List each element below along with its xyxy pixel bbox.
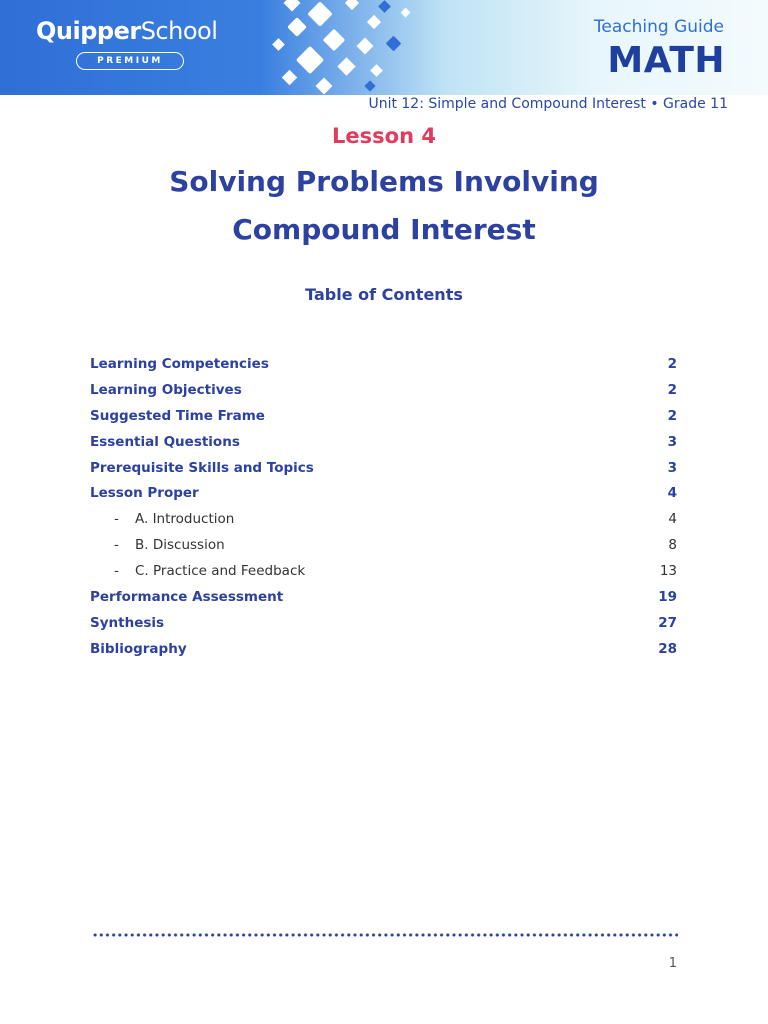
- toc-item-label: B. Discussion: [135, 537, 225, 554]
- toc-subitem-discussion[interactable]: [90, 533, 677, 559]
- logo-word-quipper: Quipper: [36, 17, 141, 45]
- page-header: [0, 0, 768, 95]
- diamond-pattern-icon: [262, 0, 432, 95]
- dotted-divider: [92, 933, 678, 937]
- toc-item-prerequisite-skills[interactable]: [90, 456, 677, 482]
- toc-item-label: A. Introduction: [135, 511, 235, 528]
- toc-item-page: 3: [667, 433, 677, 450]
- toc-item-page: 28: [658, 640, 677, 657]
- toc-item-label: Performance Assessment: [90, 589, 284, 606]
- toc-item-bibliography[interactable]: [90, 637, 677, 663]
- lesson-title-line-1: Solving Problems Involving: [169, 165, 599, 198]
- toc-item-label: Prerequisite Skills and Topics: [90, 459, 314, 476]
- lesson-number: Lesson 4: [332, 124, 436, 148]
- toc-item-page: 4: [667, 485, 677, 502]
- toc-item-learning-objectives[interactable]: [90, 378, 677, 404]
- toc-item-page: 8: [668, 537, 677, 554]
- toc-item-page: 2: [667, 407, 677, 424]
- toc-subitem-introduction[interactable]: [90, 507, 677, 533]
- toc-item-label: Learning Competencies: [90, 356, 269, 372]
- teaching-guide-label: Teaching Guide: [593, 17, 724, 37]
- toc-item-lesson-proper[interactable]: [90, 481, 677, 507]
- toc-item-suggested-time-frame[interactable]: [90, 404, 677, 430]
- toc-item-synthesis[interactable]: [90, 611, 677, 637]
- toc-bullet-dash: -: [114, 511, 119, 528]
- toc-item-page: 2: [667, 381, 677, 398]
- toc-subitem-practice-feedback[interactable]: [90, 559, 677, 585]
- toc-bullet-dash: -: [114, 537, 119, 554]
- toc-bullet-dash: -: [114, 563, 119, 580]
- toc-item-performance-assessment[interactable]: [90, 585, 677, 611]
- logo-wordmark: [36, 14, 232, 48]
- toc-item-label: Essential Questions: [90, 433, 240, 450]
- lesson-title: [0, 158, 768, 254]
- logo-word-school: School: [140, 17, 218, 45]
- toc-item-label: Synthesis: [90, 614, 165, 631]
- table-of-contents: [90, 352, 677, 663]
- toc-item-page: 4: [668, 511, 677, 528]
- toc-item-page: 2: [667, 356, 677, 372]
- toc-item-essential-questions[interactable]: [90, 430, 677, 456]
- lesson-title-line-2: Compound Interest: [232, 213, 536, 246]
- subject-title: MATH: [607, 40, 725, 81]
- toc-item-page: 3: [667, 459, 677, 476]
- toc-item-page: 27: [658, 614, 677, 631]
- toc-item-label: Bibliography: [90, 640, 187, 657]
- quipper-school-logo: [36, 14, 232, 70]
- toc-heading: Table of Contents: [305, 285, 463, 304]
- unit-grade-line: Unit 12: Simple and Compound Interest • Grade 11: [368, 96, 728, 112]
- premium-badge: PREMIUM: [76, 52, 184, 70]
- page-number: 1: [668, 956, 677, 971]
- toc-item-page: 19: [658, 589, 677, 606]
- toc-item-label: Lesson Proper: [90, 485, 199, 502]
- toc-item-learning-competencies[interactable]: [90, 352, 677, 378]
- toc-item-label: Suggested Time Frame: [90, 407, 265, 424]
- toc-item-label: C. Practice and Feedback: [135, 563, 306, 580]
- toc-item-label: Learning Objectives: [90, 381, 242, 398]
- toc-item-page: 13: [659, 563, 677, 580]
